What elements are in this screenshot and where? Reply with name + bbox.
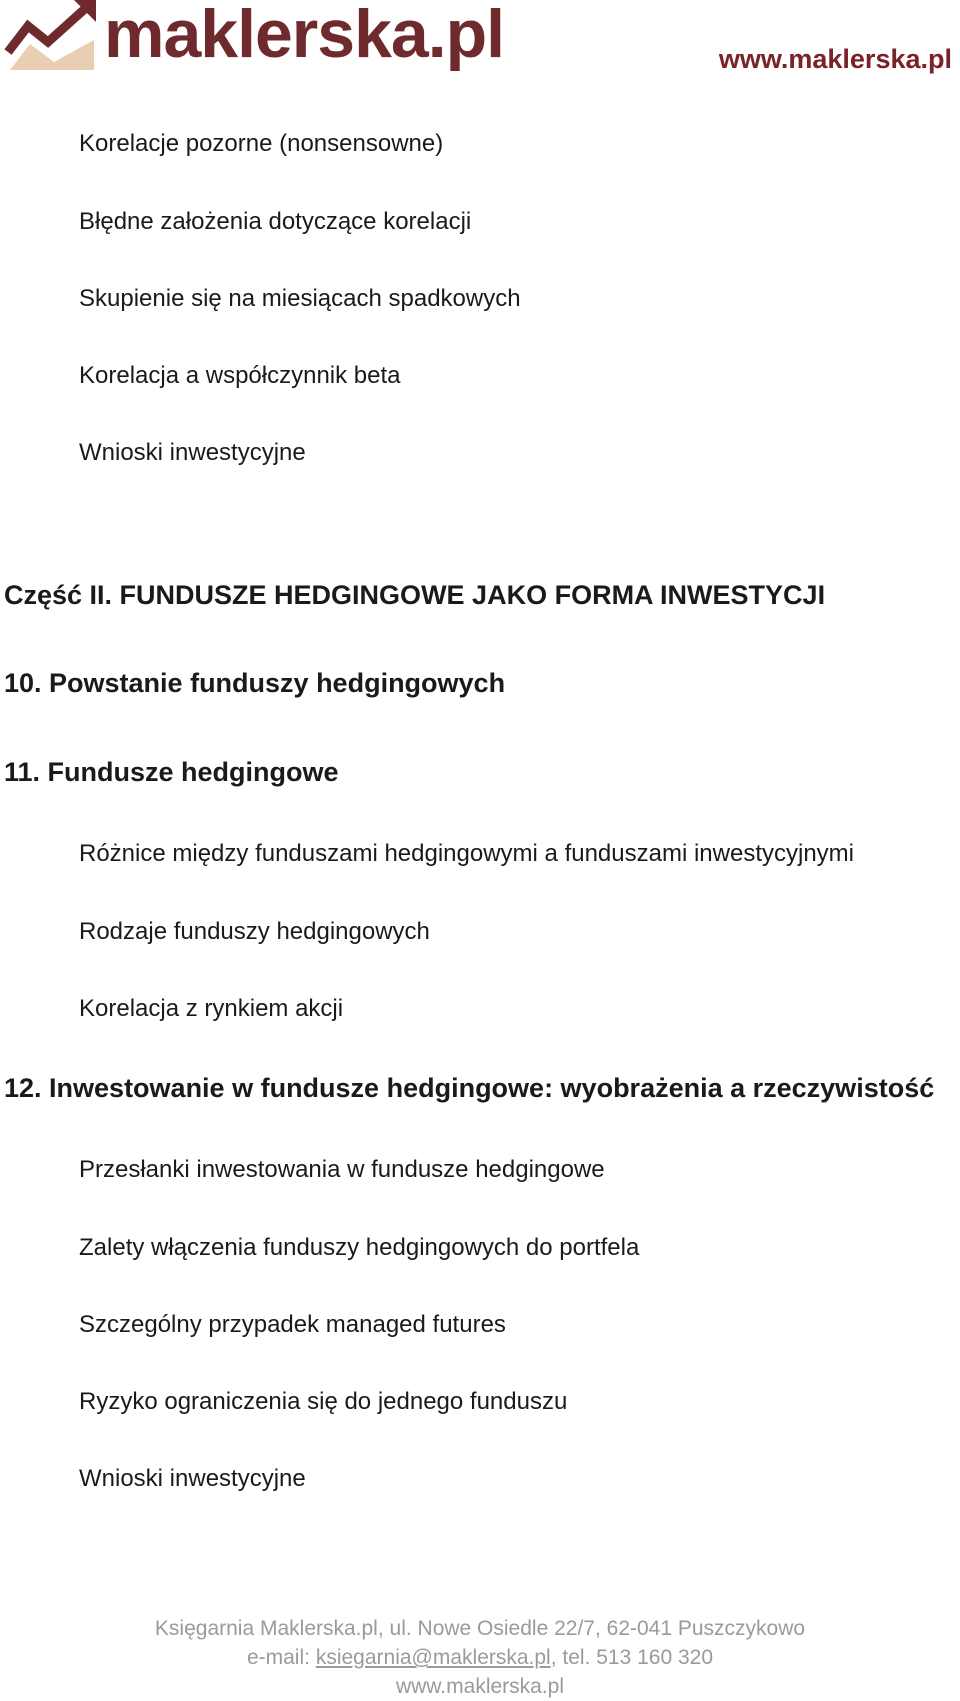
list-item: Zalety włączenia funduszy hedgingowych do portfela — [79, 1234, 640, 1261]
list-item: Błędne założenia dotyczące korelacji — [79, 208, 472, 235]
list-item: Rodzaje funduszy hedgingowych — [79, 918, 430, 945]
logo — [4, 0, 505, 78]
list-item: Wnioski inwestycyjne — [79, 1465, 306, 1492]
list-item: Korelacje pozorne (nonsensowne) — [79, 130, 444, 157]
list-item: Skupienie się na miesiącach spadkowych — [79, 285, 521, 312]
list-item: Wnioski inwestycyjne — [79, 439, 306, 466]
list-item: Korelacja a współczynnik beta — [79, 362, 401, 389]
list-item: Przesłanki inwestowania w fundusze hedgingowe — [79, 1156, 605, 1183]
list-item: Różnice między funduszami hedgingowymi a funduszami inwestycyjnymi — [79, 840, 854, 867]
logo-wordmark: maklerska.pl — [104, 0, 505, 72]
chapter-heading-11: 11. Fundusze hedgingowe — [4, 757, 339, 787]
footer-site-url[interactable]: www.maklerska.pl — [395, 1675, 565, 1698]
footer-address: Księgarnia Maklerska.pl, ul. Nowe Osiedle 22/7, 62-041 Puszczykowo — [154, 1617, 806, 1640]
list-item: Korelacja z rynkiem akcji — [79, 995, 344, 1022]
chapter-heading-10: 10. Powstanie funduszy hedgingowych — [4, 668, 506, 698]
footer — [0, 1614, 960, 1701]
rising-chart-logo-icon — [4, 0, 96, 74]
part-heading: Część II. FUNDUSZE HEDGINGOWE JAKO FORMA INWESTYCJI — [4, 580, 826, 610]
header-site-url[interactable]: www.maklerska.pl — [718, 44, 952, 74]
footer-phone: , tel. 513 160 320 — [550, 1646, 714, 1669]
footer-email-label: e-mail: — [246, 1646, 316, 1669]
footer-email-link[interactable]: ksiegarnia@maklerska.pl — [315, 1646, 551, 1669]
list-item: Szczególny przypadek managed futures — [79, 1311, 506, 1338]
chapter-heading-12: 12. Inwestowanie w fundusze hedgingowe: wyobrażenia a rzeczywistość — [4, 1073, 935, 1103]
footer-contact — [0, 1643, 960, 1672]
list-item: Ryzyko ograniczenia się do jednego funduszu — [79, 1388, 568, 1415]
